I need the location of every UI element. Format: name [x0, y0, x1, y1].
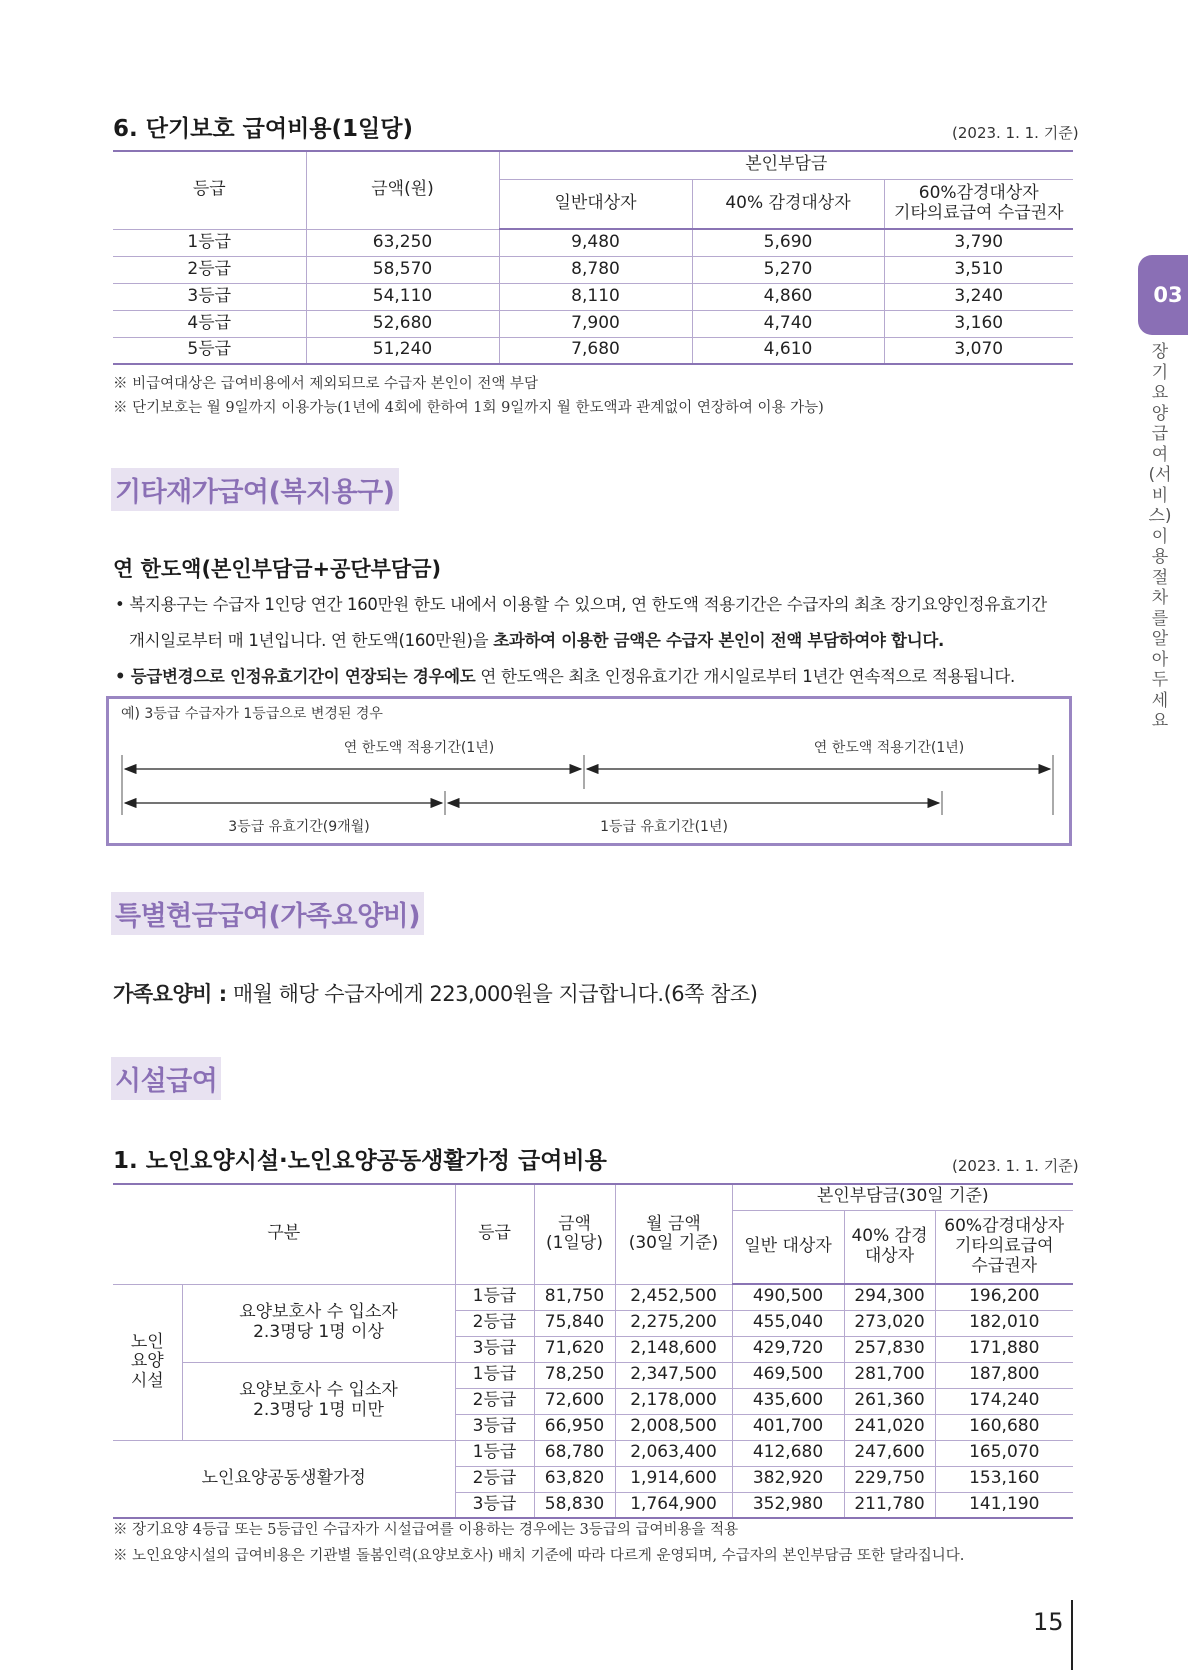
cell-amount: 63,250 — [306, 229, 499, 256]
cell-daily: 72,600 — [534, 1388, 615, 1414]
welfare-bullet1-bold: 초과하여 이용한 금액은 수급자 본인이 전액 부담하여야 합니다. — [493, 631, 944, 650]
cell-r60: 165,070 — [935, 1440, 1073, 1466]
grade1-period-label: 1등급 유효기간(1년) — [600, 819, 728, 835]
subgroup-ratio-low-line2: 2.3명당 1명 미만 — [253, 1400, 384, 1420]
cell-r40: 4,860 — [692, 283, 884, 310]
facility-note-1: ※ 장기요양 4등급 또는 5등급인 수급자가 시설급여를 이용하는 경우에는 3등급의 급여비용을 적용 — [113, 1522, 739, 1538]
table-row — [113, 310, 1073, 337]
cash-line — [113, 978, 757, 1008]
cell-r60: 3,070 — [884, 337, 1073, 364]
cell-r40: 5,690 — [692, 229, 884, 256]
facility-note-2: ※ 노인요양시설의 급여비용은 기관별 돌봄인력(요양보호사) 배치 기준에 따라 다르게 운영되며, 수급자의 본인부담금 또한 달라집니다. — [113, 1548, 965, 1564]
table-row — [113, 1440, 1073, 1466]
page-number-divider — [1071, 1600, 1073, 1670]
example-box — [106, 696, 1072, 846]
cell-r40: 261,360 — [844, 1388, 935, 1414]
group-nursing-home — [113, 1284, 182, 1440]
cell-grade: 1등급 — [455, 1440, 534, 1466]
cell-grade: 2등급 — [113, 256, 306, 283]
header-r60-line3: 수급권자 — [971, 1255, 1038, 1276]
timeline-diagram — [109, 699, 1069, 843]
cell-daily: 66,950 — [534, 1414, 615, 1440]
cell-r60: 3,240 — [884, 283, 1073, 310]
table-row — [113, 229, 1073, 256]
chapter-tab: 03 — [1138, 255, 1188, 335]
cell-r60: 3,160 — [884, 310, 1073, 337]
cell-grade: 3등급 — [113, 283, 306, 310]
welfare-bullet1-line1: • 복지용구는 수급자 1인당 연간 160만원 한도 내에서 이용할 수 있으며, 연 한도액 적용기간은 수급자의 최초 장기요양인정유효기간 — [115, 595, 1047, 614]
short-term-care-table — [113, 150, 1073, 365]
header-daily — [534, 1184, 615, 1284]
section6-title: 6. 단기보호 급여비용(1일당) — [113, 116, 413, 142]
subgroup-ratio-high-line1: 요양보호사 수 입소자 — [239, 1302, 398, 1323]
cell-daily: 81,750 — [534, 1284, 615, 1310]
cell-daily: 75,840 — [534, 1310, 615, 1336]
group-nursing-home-line2: 요양 — [130, 1351, 164, 1372]
cell-r40: 241,020 — [844, 1414, 935, 1440]
header-reduced40: 40% 감경대상자 — [692, 179, 884, 229]
cell-general: 469,500 — [732, 1362, 844, 1388]
cell-grade: 2등급 — [455, 1466, 534, 1492]
cell-daily: 71,620 — [534, 1336, 615, 1362]
section6-note-1: ※ 비급여대상은 급여비용에서 제외되므로 수급자 본인이 전액 부담 — [113, 376, 538, 392]
cell-general: 455,040 — [732, 1310, 844, 1336]
header-reduced60-line1: 60%감경대상자 — [918, 183, 1039, 204]
cell-r40: 229,750 — [844, 1466, 935, 1492]
cell-r40: 273,020 — [844, 1310, 935, 1336]
cell-daily: 63,820 — [534, 1466, 615, 1492]
cell-monthly: 2,008,500 — [615, 1414, 732, 1440]
cell-general: 412,680 — [732, 1440, 844, 1466]
cell-general: 8,110 — [499, 283, 692, 310]
header-r40-line2: 대상자 — [864, 1245, 915, 1266]
header-copay: 본인부담금(30일 기준) — [732, 1184, 1073, 1210]
welfare-bullet1-text: 개시일로부터 매 1년입니다. 연 한도액(160만원)을 — [129, 631, 494, 650]
cell-monthly: 2,275,200 — [615, 1310, 732, 1336]
cell-monthly: 2,347,500 — [615, 1362, 732, 1388]
cell-grade: 1등급 — [455, 1362, 534, 1388]
cell-grade: 1등급 — [455, 1284, 534, 1310]
cell-general: 352,980 — [732, 1492, 844, 1518]
example-title: 예) 3등급 수급자가 1등급으로 변경된 경우 — [121, 706, 383, 722]
cell-r40: 5,270 — [692, 256, 884, 283]
welfare-bullet2-bold: • 등급변경으로 인정유효기간이 연장되는 경우에도 — [115, 667, 476, 686]
page-number: 15 — [1033, 1608, 1064, 1636]
cell-grade: 3등급 — [455, 1414, 534, 1440]
group-nursing-home-line3: 시설 — [130, 1370, 164, 1391]
header-general: 일반 대상자 — [732, 1210, 844, 1284]
cash-label: 가족요양비 : — [113, 982, 227, 1006]
header-r40-line1: 40% 감경 — [851, 1226, 928, 1247]
cell-monthly: 2,452,500 — [615, 1284, 732, 1310]
cell-r60: 182,010 — [935, 1310, 1073, 1336]
group-home: 노인요양공동생활가정 — [113, 1440, 455, 1518]
cell-monthly: 2,063,400 — [615, 1440, 732, 1466]
cell-monthly: 1,764,900 — [615, 1492, 732, 1518]
cell-grade: 2등급 — [455, 1388, 534, 1414]
header-monthly — [615, 1184, 732, 1284]
table-row — [113, 1284, 1073, 1310]
header-monthly-line2: (30일 기준) — [628, 1233, 719, 1254]
facility-cost-table — [113, 1183, 1073, 1519]
cell-r40: 247,600 — [844, 1440, 935, 1466]
cell-monthly: 1,914,600 — [615, 1466, 732, 1492]
header-general: 일반대상자 — [499, 179, 692, 229]
header-r60-line2: 기타의료급여 — [954, 1235, 1054, 1256]
cell-r40: 257,830 — [844, 1336, 935, 1362]
header-amount: 금액(원) — [306, 151, 499, 229]
cell-general: 401,700 — [732, 1414, 844, 1440]
cash-heading: 특별현금급여(가족요양비) — [111, 892, 424, 935]
header-r60-line1: 60%감경대상자 — [944, 1216, 1065, 1237]
header-grade: 등급 — [113, 151, 306, 229]
header-r60 — [935, 1210, 1073, 1284]
cell-r60: 153,160 — [935, 1466, 1073, 1492]
header-daily-line2: (1일당) — [546, 1233, 603, 1254]
header-grade: 등급 — [455, 1184, 534, 1284]
section6-date: (2023. 1. 1. 기준) — [952, 124, 1079, 142]
period-label-2: 연 한도액 적용기간(1년) — [813, 740, 965, 756]
cell-general: 8,780 — [499, 256, 692, 283]
cell-r40: 294,300 — [844, 1284, 935, 1310]
cell-r40: 281,700 — [844, 1362, 935, 1388]
cell-grade: 1등급 — [113, 229, 306, 256]
subgroup-ratio-low — [182, 1362, 455, 1440]
cell-r40: 4,610 — [692, 337, 884, 364]
facility-date: (2023. 1. 1. 기준) — [952, 1157, 1079, 1175]
table-row — [113, 283, 1073, 310]
cell-daily: 68,780 — [534, 1440, 615, 1466]
welfare-bullet2 — [115, 663, 1015, 687]
header-r40 — [844, 1210, 935, 1284]
cell-general: 435,600 — [732, 1388, 844, 1414]
facility-title: 1. 노인요양시설·노인요양공동생활가정 급여비용 — [113, 1148, 607, 1174]
cell-amount: 51,240 — [306, 337, 499, 364]
cell-daily: 78,250 — [534, 1362, 615, 1388]
cell-r40: 211,780 — [844, 1492, 935, 1518]
cell-amount: 52,680 — [306, 310, 499, 337]
welfare-bullet1-line2 — [129, 627, 944, 651]
header-monthly-line1: 월 금액 — [646, 1213, 701, 1234]
cell-monthly: 2,178,000 — [615, 1388, 732, 1414]
cell-r60: 3,790 — [884, 229, 1073, 256]
cell-r40: 4,740 — [692, 310, 884, 337]
cell-r60: 196,200 — [935, 1284, 1073, 1310]
subgroup-ratio-high-line2: 2.3명당 1명 이상 — [253, 1322, 384, 1342]
group-nursing-home-line1: 노인 — [130, 1331, 164, 1352]
cell-general: 7,900 — [499, 310, 692, 337]
cell-r60: 160,680 — [935, 1414, 1073, 1440]
chapter-side-title: 장기요양급여(서비스) 이용 절차를 알아두세요 — [1148, 342, 1172, 731]
timeline-ticks — [122, 755, 1053, 815]
cell-grade: 3등급 — [455, 1336, 534, 1362]
grade3-period-label: 3등급 유효기간(9개월) — [228, 819, 370, 835]
cell-general: 9,480 — [499, 229, 692, 256]
cell-r60: 3,510 — [884, 256, 1073, 283]
header-reduced60 — [884, 179, 1073, 229]
table-row — [113, 256, 1073, 283]
subgroup-ratio-high — [182, 1284, 455, 1362]
cell-r60: 187,800 — [935, 1362, 1073, 1388]
subgroup-ratio-low-line1: 요양보호사 수 입소자 — [239, 1380, 398, 1401]
period-label-1: 연 한도액 적용기간(1년) — [343, 740, 495, 756]
cell-amount: 54,110 — [306, 283, 499, 310]
cell-r60: 171,880 — [935, 1336, 1073, 1362]
cell-monthly: 2,148,600 — [615, 1336, 732, 1362]
cell-grade: 5등급 — [113, 337, 306, 364]
header-reduced60-line2: 기타의료급여 수급권자 — [893, 202, 1064, 223]
cell-r60: 141,190 — [935, 1492, 1073, 1518]
header-category: 구분 — [113, 1184, 455, 1284]
section6-note-2: ※ 단기보호는 월 9일까지 이용가능(1년에 4회에 한하여 1회 9일까지 월 한도액과 관계없이 연장하여 이용 가능) — [113, 400, 824, 416]
cell-general: 429,720 — [732, 1336, 844, 1362]
cell-r60: 174,240 — [935, 1388, 1073, 1414]
header-daily-line1: 금액 — [558, 1213, 591, 1234]
cell-general: 7,680 — [499, 337, 692, 364]
header-copay: 본인부담금 — [499, 151, 1073, 179]
cell-daily: 58,830 — [534, 1492, 615, 1518]
table-row — [113, 337, 1073, 364]
cash-text: 매월 해당 수급자에게 223,000원을 지급합니다.(6쪽 참조) — [226, 982, 758, 1006]
cell-grade: 3등급 — [455, 1492, 534, 1518]
welfare-bullet2-text: 연 한도액은 최초 인정유효기간 개시일로부터 1년간 연속적으로 적용됩니다. — [475, 667, 1015, 686]
cell-grade: 4등급 — [113, 310, 306, 337]
cell-grade: 2등급 — [455, 1310, 534, 1336]
welfare-heading: 기타재가급여(복지용구) — [111, 468, 399, 511]
facility-heading: 시설급여 — [111, 1057, 221, 1100]
cell-general: 490,500 — [732, 1284, 844, 1310]
cell-amount: 58,570 — [306, 256, 499, 283]
table-row — [113, 1362, 1073, 1388]
welfare-subheading: 연 한도액(본인부담금+공단부담금) — [113, 557, 442, 581]
cell-general: 382,920 — [732, 1466, 844, 1492]
